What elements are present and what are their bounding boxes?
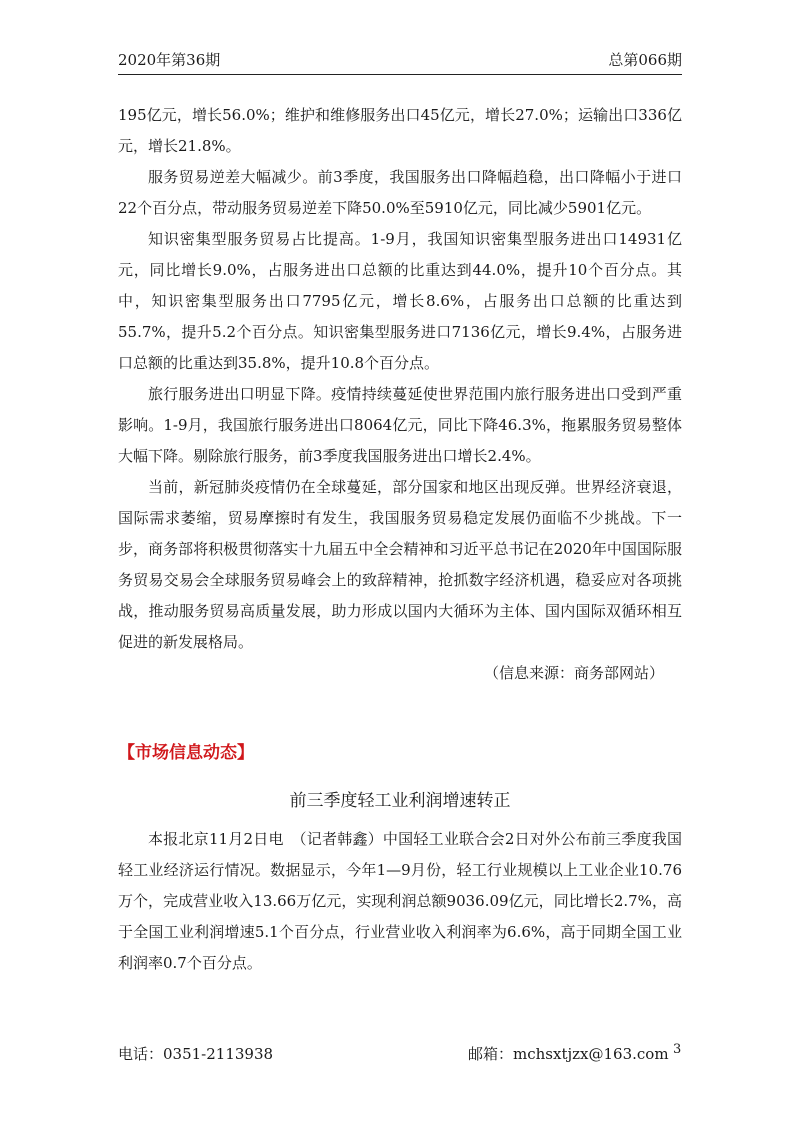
report-body [118,100,682,689]
paragraph-continuation: 195亿元，增长56.0%；维护和维修服务出口45亿元，增长27.0%；运输出口336亿元，增长21.8%。 [118,106,682,155]
total-issue-number: 总第066期 [608,51,682,69]
article-paragraph: 本报北京11月2日电 （记者韩鑫）中国轻工业联合会2日对外公布前三季度我国轻工业经济运行情况。数据显示，今年1—9月份，轻工行业规模以上工业企业10.76万个，完成营业收入13.66万亿元，实现利润总额9036.09亿元，同比增长2.7%，高于全国工业利润增速5.1个百分点，行业营业收入利润率为6.6%，高于同期全国工业利润率0.7个百分点。 [118,830,682,972]
source-note: （信息来源：商务部网站） [483,664,664,682]
article-body [118,824,682,979]
article-title: 前三季度轻工业利润增速转正 [289,791,511,811]
paragraph-outlook: 当前，新冠肺炎疫情仍在全球蔓延，部分国家和地区出现反弹。世界经济衰退，国际需求萎缩，贸易摩擦时有发生，我国服务贸易稳定发展仍面临不少挑战。下一步，商务部将积极贯彻落实十九届五中全会精神和习近平总书记在2020年中国国际服务贸易交易会全球服务贸易峰会上的致辞精神，抢抓数字经济机遇，稳妥应对各项挑战，推动服务贸易高质量发展，助力形成以国内大循环为主体、国内国际双循环相互促进的新发展格局。 [118,478,682,651]
issue-number: 2020年第36期 [118,51,221,69]
paragraph-trade-deficit: 服务贸易逆差大幅减少。前3季度，我国服务出口降幅趋稳，出口降幅小于进口22个百分点，带动服务贸易逆差下降50.0%至5910亿元，同比减少5901亿元。 [118,168,682,217]
section-heading: 【市场信息动态】 [118,743,254,763]
paragraph-travel-services: 旅行服务进出口明显下降。疫情持续蔓延使世界范围内旅行服务进出口受到严重影响。1-9月，我国旅行服务进出口8064亿元，同比下降46.3%，拖累服务贸易整体大幅下降。剔除旅行服务，前3季度我国服务进出口增长2.4%。 [118,385,682,465]
footer-phone: 电话：0351-2113938 [118,1045,274,1063]
page-header [118,50,682,75]
paragraph-knowledge-services: 知识密集型服务贸易占比提高。1-9月，我国知识密集型服务进出口14931亿元，同比增长9.0%，占服务进出口总额的比重达到44.0%，提升10个百分点。其中，知识密集型服务出口7795亿元，增长8.6%，占服务出口总额的比重达到55.7%，提升5.2个百分点。知识密集型服务进口7136亿元，增长9.4%，占服务进口总额的比重达到35.8%，提升10.8个百分点。 [118,230,682,372]
page-number: 3 [673,1042,682,1057]
footer-email: 邮箱：mchsxtjzx@163.com [468,1045,669,1063]
